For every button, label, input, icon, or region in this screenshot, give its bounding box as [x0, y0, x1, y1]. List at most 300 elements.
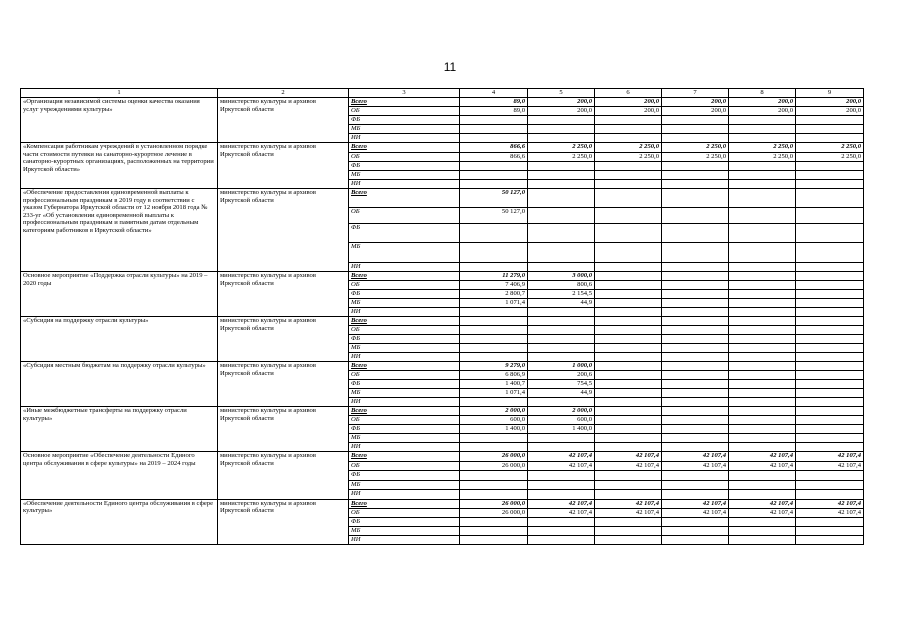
amount-cell [729, 371, 796, 380]
amount-cell [662, 480, 729, 490]
amount-cell [796, 434, 864, 443]
amount-cell [729, 443, 796, 452]
amount-cell [528, 208, 595, 224]
amount-cell: 42 107,4 [528, 499, 595, 508]
funding-source-cell: Всего [349, 499, 460, 508]
funding-source-cell: ФБ [349, 517, 460, 526]
funding-source-cell: ИИ [349, 180, 460, 189]
amount-cell [528, 171, 595, 180]
amount-cell: 200,0 [662, 107, 729, 116]
funding-source-cell: МБ [349, 299, 460, 308]
funding-source-cell: Всего [349, 143, 460, 153]
responsible-cell: министерство культуры и архивов Иркутской области [218, 189, 349, 272]
amount-cell [528, 434, 595, 443]
amount-cell [796, 326, 864, 335]
amount-cell [729, 362, 796, 371]
funding-source-cell: ФБ [349, 425, 460, 434]
funding-source-cell: МБ [349, 243, 460, 263]
amount-cell [528, 490, 595, 500]
amount-cell [796, 224, 864, 243]
amount-cell [662, 290, 729, 299]
amount-cell [595, 517, 662, 526]
amount-cell [528, 344, 595, 353]
amount-cell [528, 180, 595, 189]
amount-cell [796, 362, 864, 371]
amount-cell [595, 443, 662, 452]
amount-cell: 26 000,0 [460, 452, 528, 462]
amount-cell [662, 434, 729, 443]
amount-cell [729, 490, 796, 500]
funding-source-cell: ОБ [349, 416, 460, 425]
amount-cell [460, 517, 528, 526]
funding-source-cell: ОБ [349, 326, 460, 335]
amount-cell: 26 000,0 [460, 499, 528, 508]
amount-cell [595, 407, 662, 416]
amount-cell [460, 224, 528, 243]
column-header: 5 [528, 89, 595, 98]
funding-source-cell: ОБ [349, 208, 460, 224]
amount-cell [528, 224, 595, 243]
amount-cell: 200,0 [595, 107, 662, 116]
amount-cell [595, 180, 662, 189]
amount-cell [528, 125, 595, 134]
amount-cell: 42 107,4 [528, 452, 595, 462]
amount-cell [595, 116, 662, 125]
amount-cell [729, 125, 796, 134]
funding-source-cell: МБ [349, 434, 460, 443]
amount-cell [729, 326, 796, 335]
amount-cell: 2 000,0 [460, 407, 528, 416]
event-name-cell: Основное мероприятие «Обеспечение деятельности Единого центра обслуживания в сфере культуры» на 2019 – 2024 годы [21, 452, 218, 500]
amount-cell [460, 243, 528, 263]
amount-cell: 42 107,4 [796, 499, 864, 508]
amount-cell [595, 299, 662, 308]
amount-cell [729, 272, 796, 281]
amount-cell [796, 344, 864, 353]
amount-cell [595, 272, 662, 281]
funding-source-cell: МБ [349, 125, 460, 134]
amount-cell [528, 189, 595, 208]
amount-cell [796, 371, 864, 380]
amount-cell [729, 243, 796, 263]
amount-cell [460, 180, 528, 189]
responsible-cell: министерство культуры и архивов Иркутской области [218, 317, 349, 362]
funding-source-cell: ИИ [349, 353, 460, 362]
amount-cell [662, 308, 729, 317]
funding-source-cell: МБ [349, 389, 460, 398]
amount-cell [796, 490, 864, 500]
amount-cell: 9 279,0 [460, 362, 528, 371]
funding-source-cell: ОБ [349, 461, 460, 471]
event-name-cell: «Обеспечение деятельности Единого центра обслуживания в сфере культуры» [21, 499, 218, 544]
amount-cell: 866,6 [460, 153, 528, 162]
amount-cell [662, 380, 729, 389]
amount-cell: 89,0 [460, 107, 528, 116]
amount-cell [528, 308, 595, 317]
amount-cell: 2 250,0 [796, 143, 864, 153]
amount-cell [729, 208, 796, 224]
amount-cell [595, 362, 662, 371]
amount-cell [662, 326, 729, 335]
column-header: 4 [460, 89, 528, 98]
amount-cell: 200,0 [595, 98, 662, 107]
funding-source-cell: МБ [349, 480, 460, 490]
amount-cell [595, 171, 662, 180]
amount-cell [662, 281, 729, 290]
amount-cell: 200,0 [729, 98, 796, 107]
event-name-cell: Основное мероприятие «Поддержка отрасли культуры» на 2019 – 2020 годы [21, 272, 218, 317]
amount-cell [528, 526, 595, 535]
table-row-total [21, 452, 864, 462]
amount-cell: 1 071,4 [460, 299, 528, 308]
amount-cell [460, 326, 528, 335]
amount-cell: 42 107,4 [796, 452, 864, 462]
amount-cell [528, 326, 595, 335]
amount-cell [460, 490, 528, 500]
amount-cell [662, 180, 729, 189]
amount-cell: 2 250,0 [595, 143, 662, 153]
column-header: 9 [796, 89, 864, 98]
amount-cell [528, 517, 595, 526]
amount-cell [595, 353, 662, 362]
amount-cell: 42 107,4 [729, 452, 796, 462]
amount-cell [796, 335, 864, 344]
funding-source-cell: ИИ [349, 443, 460, 452]
amount-cell [595, 480, 662, 490]
amount-cell [729, 380, 796, 389]
table-row-total [21, 499, 864, 508]
amount-cell [729, 425, 796, 434]
amount-cell: 2 000,0 [528, 407, 595, 416]
funding-source-cell: ИИ [349, 308, 460, 317]
table-row-total [21, 362, 864, 371]
amount-cell: 200,0 [662, 98, 729, 107]
amount-cell [662, 371, 729, 380]
amount-cell [662, 389, 729, 398]
funding-source-cell: Всего [349, 189, 460, 208]
amount-cell [528, 335, 595, 344]
amount-cell [729, 389, 796, 398]
amount-cell [796, 535, 864, 544]
amount-cell [729, 535, 796, 544]
amount-cell [662, 490, 729, 500]
amount-cell [796, 116, 864, 125]
amount-cell: 1 400,0 [528, 425, 595, 434]
amount-cell [460, 171, 528, 180]
column-header: 8 [729, 89, 796, 98]
amount-cell [595, 125, 662, 134]
amount-cell [729, 526, 796, 535]
amount-cell [796, 162, 864, 171]
amount-cell [595, 224, 662, 243]
amount-cell [595, 317, 662, 326]
funding-source-cell: ФБ [349, 224, 460, 243]
amount-cell: 1 400,7 [460, 380, 528, 389]
amount-cell: 600,0 [528, 416, 595, 425]
amount-cell [595, 416, 662, 425]
amount-cell: 42 107,4 [595, 508, 662, 517]
amount-cell [729, 134, 796, 143]
amount-cell [729, 171, 796, 180]
amount-cell [595, 243, 662, 263]
amount-cell [595, 535, 662, 544]
funding-source-cell: ИИ [349, 490, 460, 500]
amount-cell: 7 406,9 [460, 281, 528, 290]
amount-cell [796, 407, 864, 416]
table-row-total [21, 98, 864, 107]
funding-source-cell: ОБ [349, 107, 460, 116]
amount-cell: 44,9 [528, 299, 595, 308]
amount-cell: 50 127,0 [460, 208, 528, 224]
amount-cell [460, 308, 528, 317]
funding-source-cell: ФБ [349, 162, 460, 171]
amount-cell: 42 107,4 [595, 452, 662, 462]
header-row [21, 89, 864, 98]
amount-cell: 200,0 [528, 98, 595, 107]
amount-cell [595, 208, 662, 224]
table-row-total [21, 272, 864, 281]
funding-source-cell: ИИ [349, 134, 460, 143]
amount-cell [729, 299, 796, 308]
amount-cell: 42 107,4 [729, 461, 796, 471]
amount-cell [662, 317, 729, 326]
funding-source-cell: ФБ [349, 335, 460, 344]
funding-source-cell: Всего [349, 452, 460, 462]
amount-cell [662, 535, 729, 544]
amount-cell: 200,0 [729, 107, 796, 116]
amount-cell [796, 308, 864, 317]
amount-cell [796, 125, 864, 134]
amount-cell [662, 263, 729, 272]
amount-cell [595, 344, 662, 353]
amount-cell [662, 526, 729, 535]
amount-cell [528, 263, 595, 272]
amount-cell: 42 107,4 [595, 499, 662, 508]
amount-cell [595, 263, 662, 272]
funding-source-cell: Всего [349, 407, 460, 416]
amount-cell: 26 000,0 [460, 461, 528, 471]
amount-cell [460, 125, 528, 134]
amount-cell [729, 281, 796, 290]
amount-cell [528, 535, 595, 544]
amount-cell: 1 000,0 [528, 362, 595, 371]
amount-cell [460, 162, 528, 171]
amount-cell [796, 389, 864, 398]
amount-cell [796, 517, 864, 526]
amount-cell: 42 107,4 [796, 461, 864, 471]
funding-source-cell: ФБ [349, 471, 460, 481]
amount-cell [729, 353, 796, 362]
amount-cell [729, 263, 796, 272]
amount-cell [460, 526, 528, 535]
amount-cell [460, 335, 528, 344]
amount-cell [595, 281, 662, 290]
responsible-cell: министерство культуры и архивов Иркутской области [218, 272, 349, 317]
amount-cell: 44,9 [528, 389, 595, 398]
event-name-cell: «Иные межбюджетные трансферты на поддержку отрасли культуры» [21, 407, 218, 452]
amount-cell [729, 290, 796, 299]
amount-cell [662, 517, 729, 526]
funding-source-cell: МБ [349, 171, 460, 180]
amount-cell [528, 317, 595, 326]
column-header: 6 [595, 89, 662, 98]
amount-cell: 11 279,0 [460, 272, 528, 281]
funding-source-cell: Всего [349, 98, 460, 107]
amount-cell: 600,0 [460, 416, 528, 425]
amount-cell: 2 250,0 [528, 143, 595, 153]
column-header: 1 [21, 89, 218, 98]
amount-cell [460, 116, 528, 125]
amount-cell: 42 107,4 [729, 508, 796, 517]
amount-cell [729, 344, 796, 353]
amount-cell: 800,6 [528, 281, 595, 290]
amount-cell [595, 389, 662, 398]
amount-cell [528, 443, 595, 452]
responsible-cell: министерство культуры и архивов Иркутской области [218, 98, 349, 143]
amount-cell [662, 425, 729, 434]
amount-cell [796, 290, 864, 299]
amount-cell [595, 471, 662, 481]
amount-cell: 42 107,4 [662, 499, 729, 508]
amount-cell [460, 344, 528, 353]
amount-cell [662, 398, 729, 407]
event-name-cell: «Компенсация работникам учреждений в установленном порядке части стоимости путевки на санаторно-курортное лечение в санаторно-курортных организациях, расположенных на территории Иркутской области» [21, 143, 218, 189]
responsible-cell: министерство культуры и архивов Иркутской области [218, 499, 349, 544]
amount-cell [729, 416, 796, 425]
amount-cell [796, 180, 864, 189]
table-row-total [21, 189, 864, 208]
amount-cell [528, 116, 595, 125]
amount-cell: 89,0 [460, 98, 528, 107]
amount-cell: 42 107,4 [729, 499, 796, 508]
amount-cell [796, 189, 864, 208]
amount-cell [595, 526, 662, 535]
amount-cell [796, 272, 864, 281]
amount-cell [662, 116, 729, 125]
funding-source-cell: ФБ [349, 116, 460, 125]
amount-cell [729, 398, 796, 407]
funding-source-cell: ИИ [349, 398, 460, 407]
amount-cell [796, 398, 864, 407]
amount-cell [662, 362, 729, 371]
amount-cell: 2 250,0 [662, 153, 729, 162]
responsible-cell: министерство культуры и архивов Иркутской области [218, 407, 349, 452]
event-name-cell: «Субсидия на поддержку отрасли культуры» [21, 317, 218, 362]
amount-cell [460, 443, 528, 452]
amount-cell [662, 344, 729, 353]
amount-cell [796, 317, 864, 326]
amount-cell [595, 326, 662, 335]
amount-cell: 42 107,4 [528, 461, 595, 471]
amount-cell [796, 281, 864, 290]
amount-cell: 866,6 [460, 143, 528, 153]
amount-cell [460, 398, 528, 407]
table-row-total [21, 407, 864, 416]
amount-cell: 42 107,4 [796, 508, 864, 517]
amount-cell [460, 480, 528, 490]
amount-cell [595, 371, 662, 380]
funding-source-cell: МБ [349, 344, 460, 353]
responsible-cell: министерство культуры и архивов Иркутской области [218, 143, 349, 189]
amount-cell [528, 398, 595, 407]
amount-cell [460, 263, 528, 272]
amount-cell [460, 434, 528, 443]
amount-cell [595, 425, 662, 434]
amount-cell [796, 353, 864, 362]
amount-cell [595, 380, 662, 389]
amount-cell: 42 107,4 [528, 508, 595, 517]
amount-cell: 754,5 [528, 380, 595, 389]
funding-source-cell: Всего [349, 362, 460, 371]
amount-cell [729, 407, 796, 416]
amount-cell [662, 299, 729, 308]
amount-cell: 200,0 [796, 98, 864, 107]
amount-cell: 42 107,4 [662, 508, 729, 517]
amount-cell [796, 416, 864, 425]
amount-cell [729, 471, 796, 481]
column-header: 2 [218, 89, 349, 98]
amount-cell [595, 335, 662, 344]
amount-cell [729, 308, 796, 317]
amount-cell [662, 335, 729, 344]
amount-cell [662, 162, 729, 171]
amount-cell [528, 243, 595, 263]
amount-cell: 2 250,0 [595, 153, 662, 162]
funding-source-cell: ОБ [349, 508, 460, 517]
funding-source-cell: ИИ [349, 263, 460, 272]
amount-cell [796, 243, 864, 263]
funding-source-cell: ОБ [349, 281, 460, 290]
column-header: 7 [662, 89, 729, 98]
amount-cell [796, 299, 864, 308]
responsible-cell: министерство культуры и архивов Иркутской области [218, 452, 349, 500]
amount-cell [662, 224, 729, 243]
amount-cell [729, 434, 796, 443]
amount-cell: 3 000,0 [528, 272, 595, 281]
funding-source-cell: ИИ [349, 535, 460, 544]
amount-cell [528, 471, 595, 481]
amount-cell [595, 398, 662, 407]
amount-cell [662, 416, 729, 425]
amount-cell [796, 480, 864, 490]
responsible-cell: министерство культуры и архивов Иркутской области [218, 362, 349, 407]
table-row-total [21, 317, 864, 326]
amount-cell [528, 480, 595, 490]
amount-cell [729, 162, 796, 171]
amount-cell [662, 471, 729, 481]
funding-source-cell: Всего [349, 272, 460, 281]
amount-cell [796, 443, 864, 452]
amount-cell [460, 317, 528, 326]
amount-cell: 2 250,0 [796, 153, 864, 162]
amount-cell [595, 434, 662, 443]
column-header: 3 [349, 89, 460, 98]
amount-cell: 2 800,7 [460, 290, 528, 299]
amount-cell [662, 443, 729, 452]
funding-source-cell: ФБ [349, 290, 460, 299]
amount-cell [796, 380, 864, 389]
amount-cell [796, 471, 864, 481]
amount-cell: 200,6 [528, 371, 595, 380]
amount-cell: 6 806,9 [460, 371, 528, 380]
funding-source-cell: Всего [349, 317, 460, 326]
event-name-cell: «Субсидия местным бюджетам на поддержку отрасли культуры» [21, 362, 218, 407]
amount-cell [729, 116, 796, 125]
amount-cell [662, 171, 729, 180]
amount-cell: 2 250,0 [662, 143, 729, 153]
amount-cell: 2 250,0 [528, 153, 595, 162]
amount-cell: 1 071,4 [460, 389, 528, 398]
